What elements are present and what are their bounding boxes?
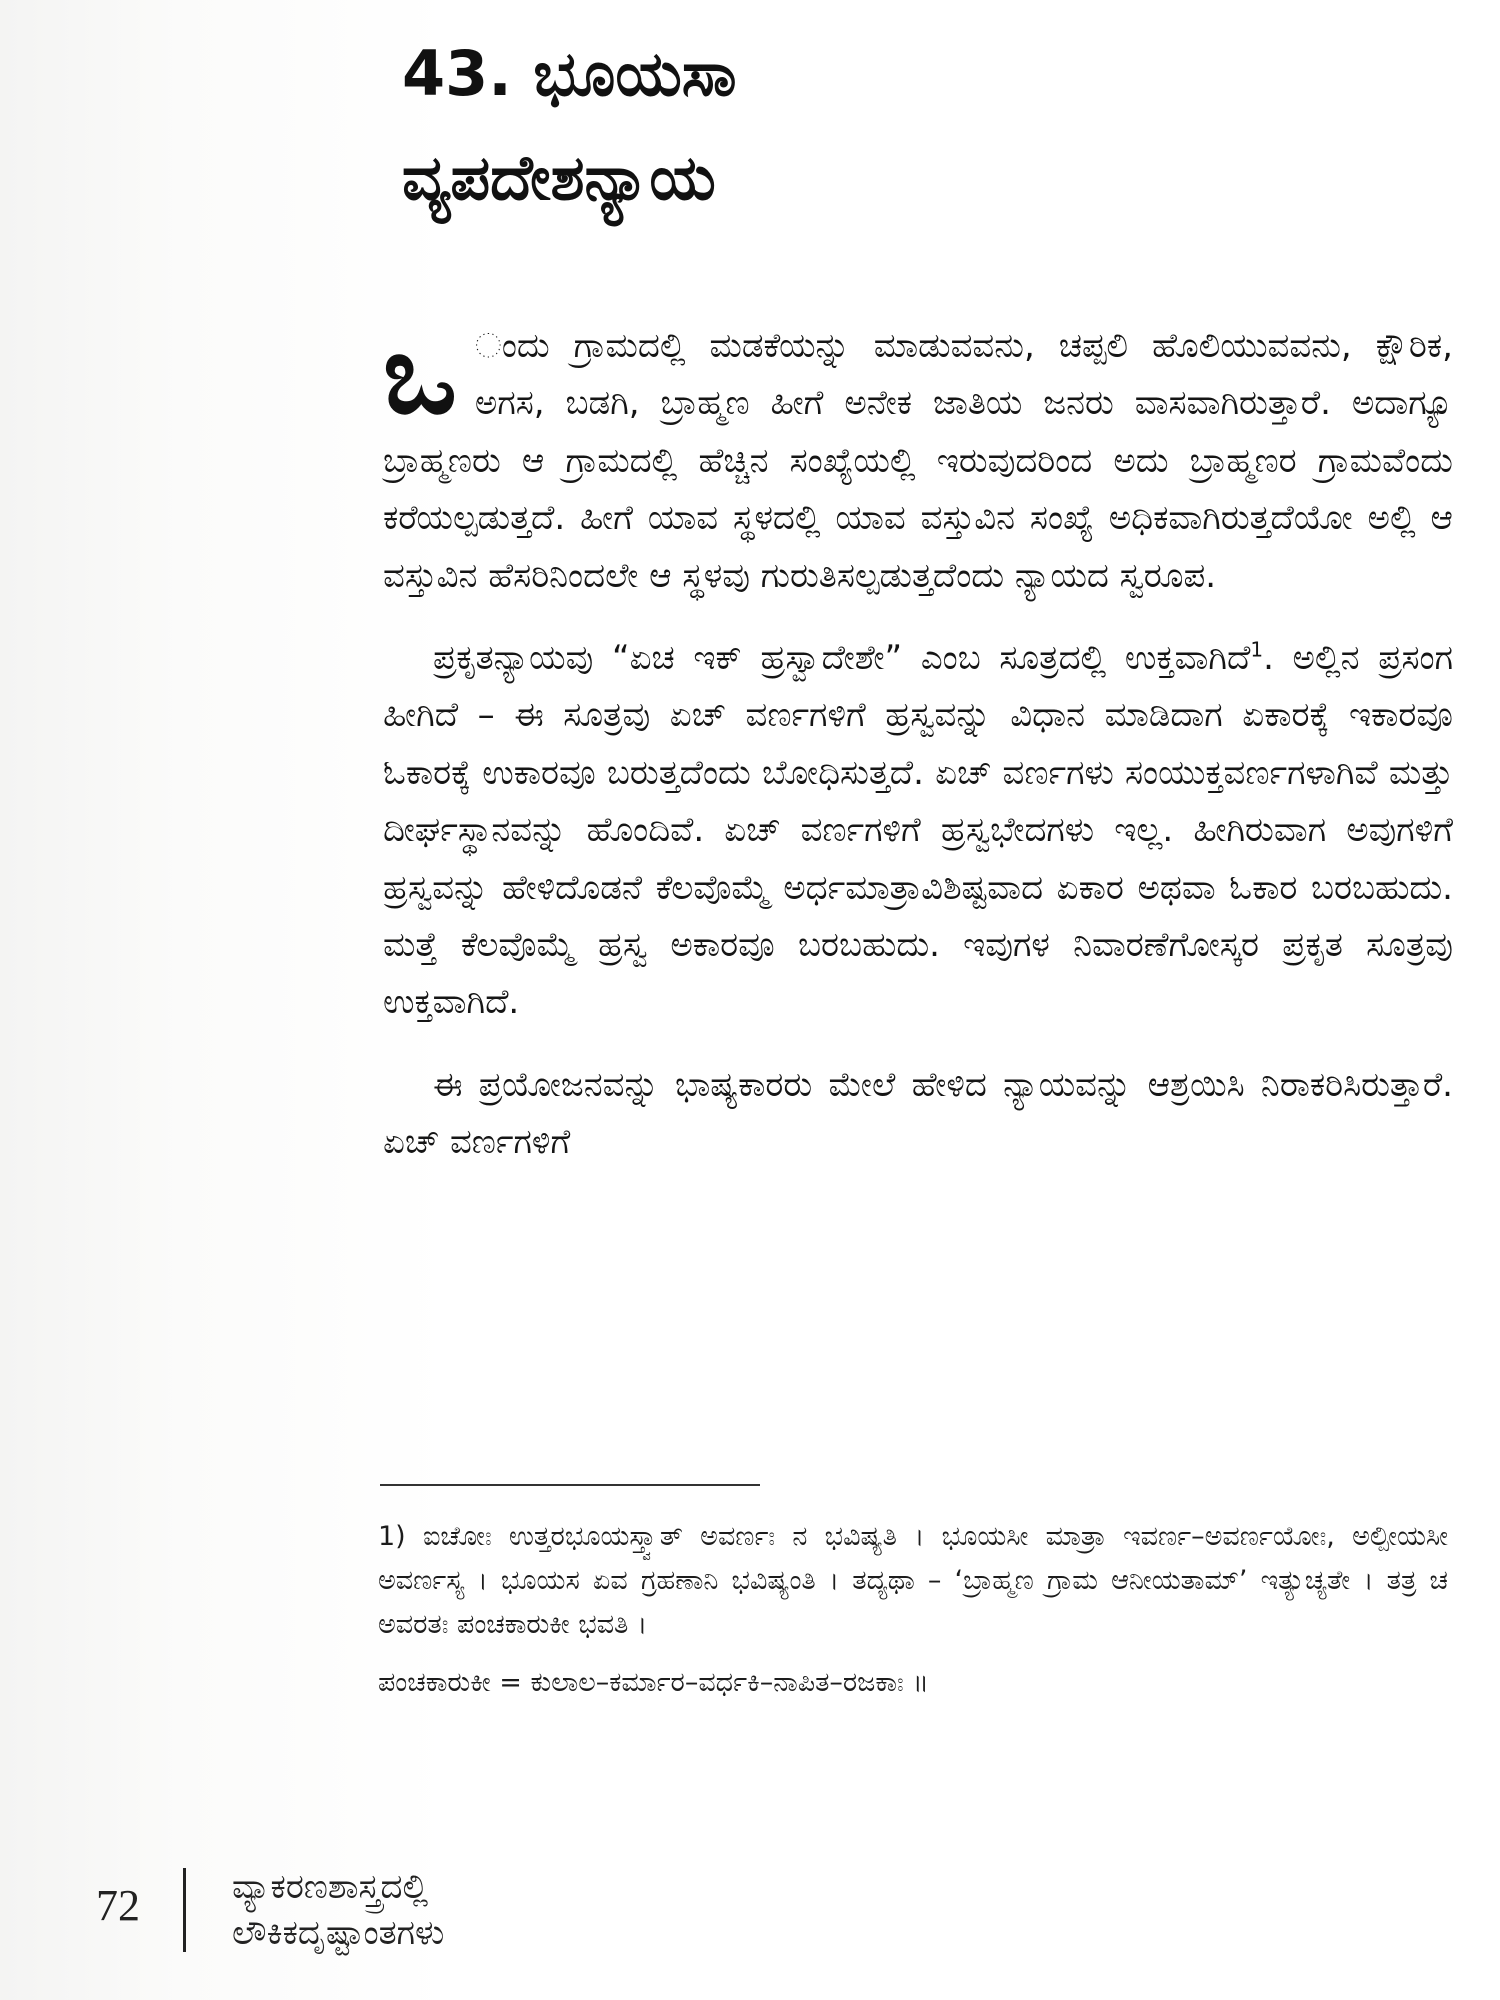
footnote-2: ಪಂಚಕಾರುಕೀ = ಕುಲಾಲ–ಕರ್ಮಾರ–ವರ್ಧಕಿ–ನಾಪಿತ–ರಜಕಾಃ ॥ bbox=[378, 1667, 929, 1698]
footnote-1: 1) ಐಚೋಃ ಉತ್ತರಭೂಯಸ್ತ್ವಾತ್ ಅವರ್ಣಃ ನ ಭವಿಷ್ಯತಿ । ಭೂಯಸೀ ಮಾತ್ರಾ ಇವರ್ಣ–ಅವರ್ಣಯೋಃ, ಅಲ್ಪೀಯಸೀ ಅವರ್ಣಸ್ಯ । ಭೂಯಸ ಏವ ಗ್ರಹಣಾನಿ ಭವಿಷ್ಯಂತಿ । ತದ್ಯಥಾ – ‘ಬ್ರಾಹ್ಮಣ ಗ್ರಾಮ ಆನೀಯತಾಮ್’ ಇತ್ಯುಚ್ಯತೇ । ತತ್ರ ಚ ಅವರತಃ ಪಂಚಕಾರುಕೀ ಭವತಿ । bbox=[378, 1521, 1448, 1640]
drop-cap: ಒ bbox=[383, 310, 457, 438]
paragraph-2-text-b: . ಅಲ್ಲಿನ ಪ್ರಸಂಗ ಹೀಗಿದೆ – ಈ ಸೂತ್ರವು ಏಚ್ ವರ್ಣಗಳಿಗೆ ಹ್ರಸ್ವವನ್ನು ವಿಧಾನ ಮಾಡಿದಾಗ ಏಕಾರಕ್ಕೆ ಇಕಾರವೂ ಓಕಾರಕ್ಕೆ ಉಕಾರವೂ ಬರುತ್ತದೆಂದು ಬೋಧಿಸುತ್ತದೆ. ಏಚ್ ವರ್ಣಗಳು ಸಂಯುಕ್ತವರ್ಣಗಳಾಗಿವೆ ಮತ್ತು ದೀರ್ಘಸ್ಥಾನವನ್ನು ಹೊಂದಿವೆ. ಏಚ್ ವರ್ಣಗಳಿಗೆ ಹ್ರಸ್ವಭೇದಗಳು ಇಲ್ಲ. ಹೀಗಿರುವಾಗ ಅವುಗಳಿಗೆ ಹ್ರಸ್ವವನ್ನು ಹೇಳಿದೊಡನೆ ಕೆಲವೊಮ್ಮೆ ಅರ್ಧಮಾತ್ರಾವಿಶಿಷ್ಟವಾದ ಏಕಾರ ಅಥವಾ ಓಕಾರ ಬರಬಹುದು. ಮತ್ತೆ ಕೆಲವೊಮ್ಮೆ ಹ್ರಸ್ವ ಅಕಾರವೂ ಬರಬಹುದು. ಇವುಗಳ ನಿವಾರಣೆಗೋಸ್ಕರ ಪ್ರಕೃತ ಸೂತ್ರವು ಉಕ್ತವಾಗಿದೆ. bbox=[383, 638, 1453, 1023]
body-text bbox=[383, 310, 1453, 1172]
page-number: 72 bbox=[96, 1881, 140, 1930]
book-title-line-2: ಲೌಕಿಕದೃಷ್ಟಾಂತಗಳು bbox=[232, 1913, 445, 1953]
paragraph-1-text: ಂದು ಗ್ರಾಮದಲ್ಲಿ ಮಡಕೆಯನ್ನು ಮಾಡುವವನು, ಚಪ್ಪಲಿ ಹೊಲಿಯುವವನು, ಕ್ಷೌರಿಕ, ಅಗಸ, ಬಡಗಿ, ಬ್ರಾಹ್ಮಣ ಹೀಗೆ ಅನೇಕ ಜಾತಿಯ ಜನರು ವಾಸವಾಗಿರುತ್ತಾರೆ. ಅದಾಗ್ಯೂ ಬ್ರಾಹ್ಮಣರು ಆ ಗ್ರಾಮದಲ್ಲಿ ಹೆಚ್ಚಿನ ಸಂಖ್ಯೆಯಲ್ಲಿ ಇರುವುದರಿಂದ ಅದು ಬ್ರಾಹ್ಮಣರ ಗ್ರಾಮವೆಂದು ಕರೆಯಲ್ಪಡುತ್ತದೆ. ಹೀಗೆ ಯಾವ ಸ್ಥಳದಲ್ಲಿ ಯಾವ ವಸ್ತುವಿನ ಸಂಖ್ಯೆ ಅಧಿಕವಾಗಿರುತ್ತದೆಯೋ ಅಲ್ಲಿ ಆ ವಸ್ತುವಿನ ಹೆಸರಿನಿಂದಲೇ ಆ ಸ್ಥಳವು ಗುರುತಿಸಲ್ಪಡುತ್ತದೆಂದು ನ್ಯಾಯದ ಸ್ವರೂಪ. bbox=[383, 326, 1453, 596]
paragraph-3 bbox=[383, 1057, 1453, 1172]
paragraph-2 bbox=[383, 630, 1453, 1032]
running-footer-book-title bbox=[232, 1864, 444, 1956]
book-title-line-1: ವ್ಯಾಕರಣಶಾಸ್ತ್ರದಲ್ಲಿ bbox=[232, 1867, 429, 1907]
footnote-divider bbox=[380, 1484, 760, 1486]
paragraph-1 bbox=[383, 310, 1453, 605]
chapter-title-line-2: ವ್ಯಪದೇಶನ್ಯಾಯ bbox=[402, 141, 716, 214]
chapter-title-line-1: 43. ಭೂಯಸಾ bbox=[402, 37, 737, 110]
footnotes bbox=[378, 1515, 1448, 1705]
chapter-title bbox=[402, 22, 1402, 230]
paragraph-2-text-a: ಪ್ರಕೃತನ್ಯಾಯವು “ಏಚ ಇಕ್ ಹ್ರಸ್ವಾದೇಶೇ” ಎಂಬ ಸೂತ್ರದಲ್ಲಿ ಉಕ್ತವಾಗಿದೆ bbox=[433, 638, 1251, 679]
paragraph-3-text: ಈ ಪ್ರಯೋಜನವನ್ನು ಭಾಷ್ಯಕಾರರು ಮೇಲೆ ಹೇಳಿದ ನ್ಯಾಯವನ್ನು ಆಶ್ರಯಿಸಿ ನಿರಾಕರಿಸಿರುತ್ತಾರೆ. ಏಚ್ ವರ್ಣಗಳಿಗೆ bbox=[383, 1064, 1453, 1163]
footer-divider bbox=[183, 1868, 186, 1952]
footnote-marker: 1 bbox=[1250, 637, 1264, 662]
